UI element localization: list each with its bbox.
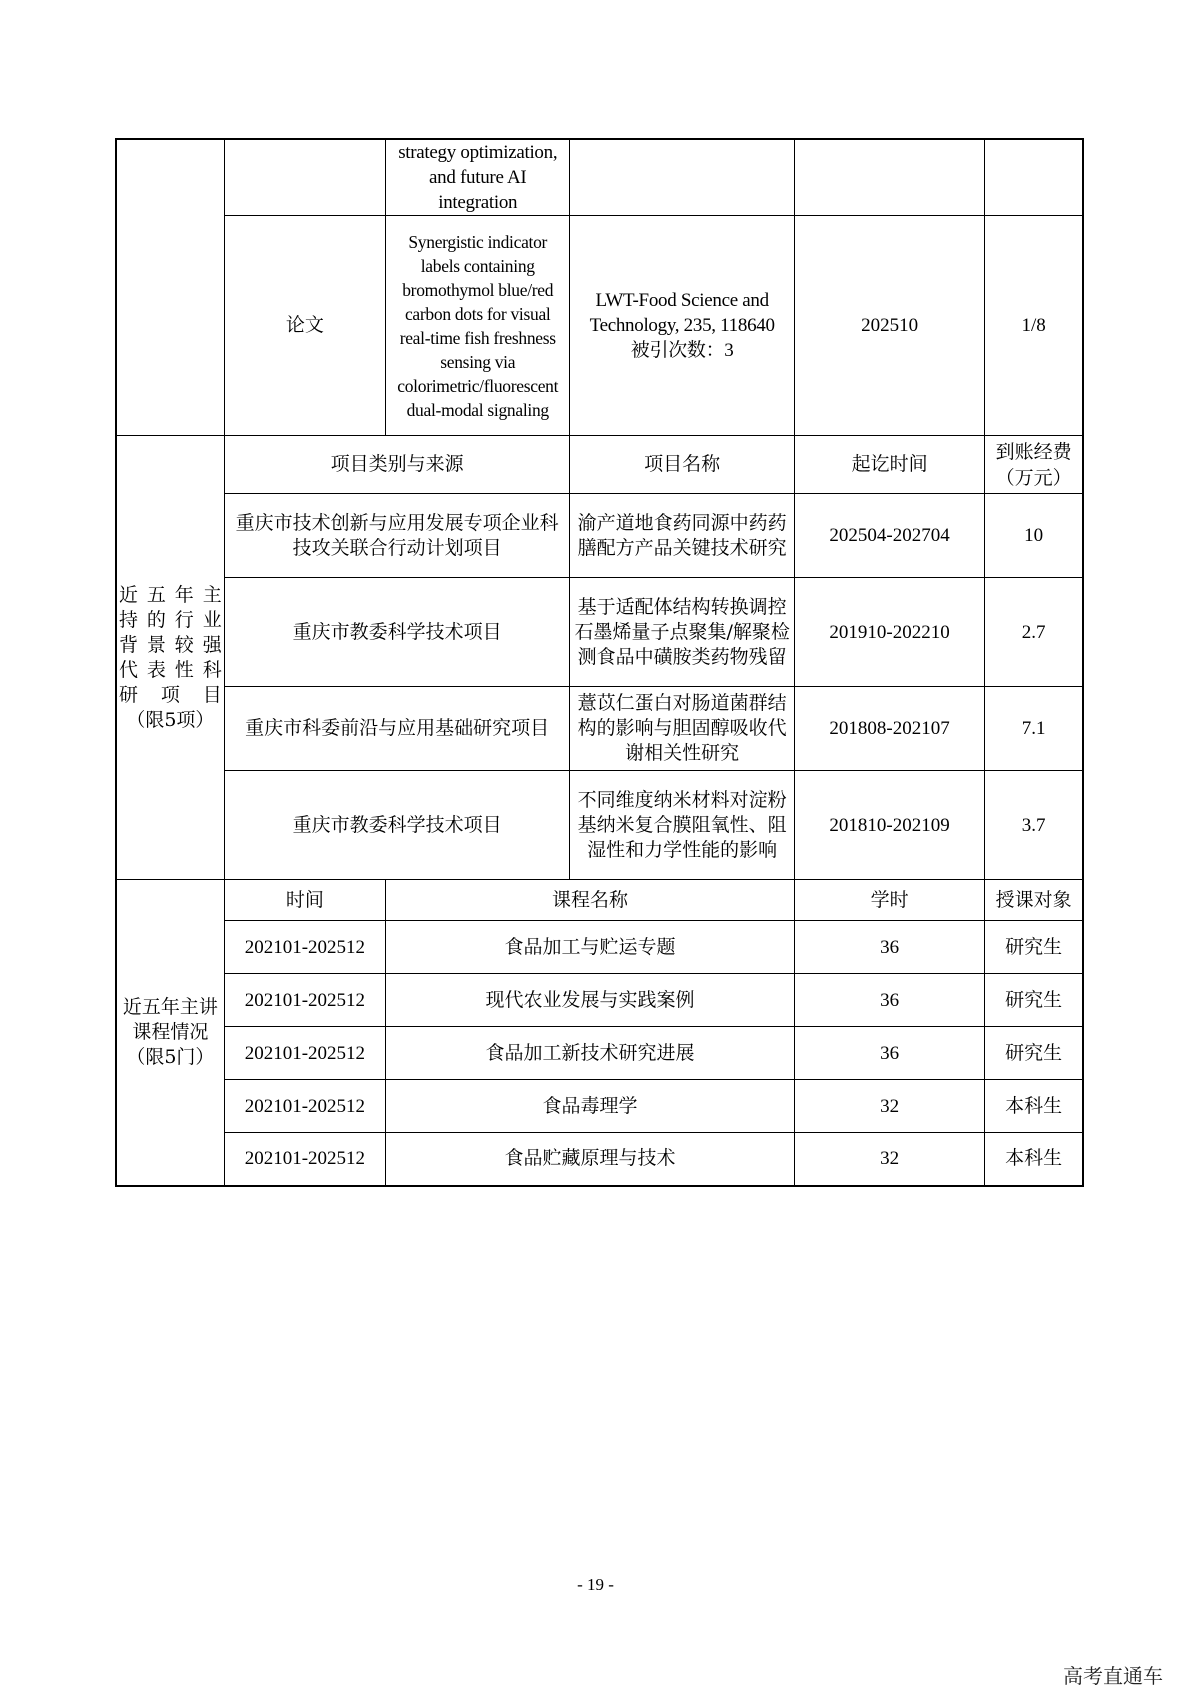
header-course-time: 时间 (224, 880, 385, 921)
project-period: 201808-202107 (794, 687, 984, 771)
page-number: - 19 - (577, 1575, 614, 1594)
paper-title: Synergistic indicator labels containing bromothymol blue/red carbon dots for visual real-time fish freshness sensing via colorimetric/fluorescent dual-modal signaling (386, 216, 570, 436)
project-source: 重庆市教委科学技术项目 (224, 578, 570, 687)
project-funding: 2.7 (985, 578, 1083, 687)
header-project-name: 项目名称 (570, 436, 794, 494)
project-funding: 3.7 (985, 771, 1083, 880)
paper-type (224, 139, 385, 216)
courses-section-label: 近五年主讲 课程情况 （限5门） (116, 880, 224, 1186)
projects-header-row (116, 436, 1083, 494)
paper-section-label (116, 139, 224, 436)
paper-date: 202510 (794, 216, 984, 436)
course-time: 202101-202512 (224, 1027, 385, 1080)
project-row (116, 771, 1083, 880)
project-period: 202504-202704 (794, 494, 984, 578)
course-hours: 36 (794, 1027, 984, 1080)
project-name: 薏苡仁蛋白对肠道菌群结构的影响与胆固醇吸收代谢相关性研究 (570, 687, 794, 771)
project-funding: 10 (985, 494, 1083, 578)
watermark: 高考直通车 (1063, 1664, 1163, 1688)
course-name: 食品毒理学 (386, 1080, 795, 1133)
course-row (116, 1133, 1083, 1186)
course-time: 202101-202512 (224, 1080, 385, 1133)
courses-header-row (116, 880, 1083, 921)
course-time: 202101-202512 (224, 1133, 385, 1186)
header-project-source: 项目类别与来源 (224, 436, 570, 494)
project-source: 重庆市技术创新与应用发展专项企业科技攻关联合行动计划项目 (224, 494, 570, 578)
header-project-funding: 到账经费（万元） (985, 436, 1083, 494)
project-name: 渝产道地食药同源中药药膳配方产品关键技术研究 (570, 494, 794, 578)
project-row (116, 687, 1083, 771)
project-funding: 7.1 (985, 687, 1083, 771)
project-period: 201810-202109 (794, 771, 984, 880)
course-name: 食品加工与贮运专题 (386, 921, 795, 974)
header-project-period: 起讫时间 (794, 436, 984, 494)
course-audience: 研究生 (985, 1027, 1083, 1080)
course-name: 现代农业发展与实践案例 (386, 974, 795, 1027)
paper-row (116, 139, 1083, 216)
course-name: 食品贮藏原理与技术 (386, 1133, 795, 1186)
project-name: 基于适配体结构转换调控石墨烯量子点聚集/解聚检测食品中磺胺类药物残留 (570, 578, 794, 687)
project-row (116, 578, 1083, 687)
project-name: 不同维度纳米材料对淀粉基纳米复合膜阻氧性、阻湿性和力学性能的影响 (570, 771, 794, 880)
course-row (116, 1027, 1083, 1080)
header-course-hours: 学时 (794, 880, 984, 921)
course-hours: 36 (794, 974, 984, 1027)
record-table (115, 138, 1084, 1187)
header-course-audience: 授课对象 (985, 880, 1083, 921)
course-hours: 32 (794, 1080, 984, 1133)
course-row (116, 974, 1083, 1027)
paper-row (116, 216, 1083, 436)
course-name: 食品加工新技术研究进展 (386, 1027, 795, 1080)
paper-journal-name: LWT-Food Science and Technology, 235, 118640 (589, 290, 775, 336)
paper-journal (570, 216, 794, 436)
paper-title: strategy optimization, and future AI integration (386, 139, 570, 216)
projects-section-label: 近五年主 持的行业 背景较强 代表性科 研 项 目 （限5项） (116, 436, 224, 880)
course-audience: 本科生 (985, 1133, 1083, 1186)
project-row (116, 494, 1083, 578)
paper-date (794, 139, 984, 216)
paper-rank (985, 139, 1083, 216)
course-row (116, 1080, 1083, 1133)
course-audience: 研究生 (985, 921, 1083, 974)
paper-rank: 1/8 (985, 216, 1083, 436)
course-hours: 32 (794, 1133, 984, 1186)
course-hours: 36 (794, 921, 984, 974)
project-source: 重庆市科委前沿与应用基础研究项目 (224, 687, 570, 771)
paper-type: 论文 (224, 216, 385, 436)
course-time: 202101-202512 (224, 974, 385, 1027)
paper-journal (570, 139, 794, 216)
course-row (116, 921, 1083, 974)
course-audience: 研究生 (985, 974, 1083, 1027)
project-source: 重庆市教委科学技术项目 (224, 771, 570, 880)
project-period: 201910-202210 (794, 578, 984, 687)
course-audience: 本科生 (985, 1080, 1083, 1133)
paper-citations: 被引次数：3 (630, 340, 734, 361)
course-time: 202101-202512 (224, 921, 385, 974)
header-course-name: 课程名称 (386, 880, 795, 921)
